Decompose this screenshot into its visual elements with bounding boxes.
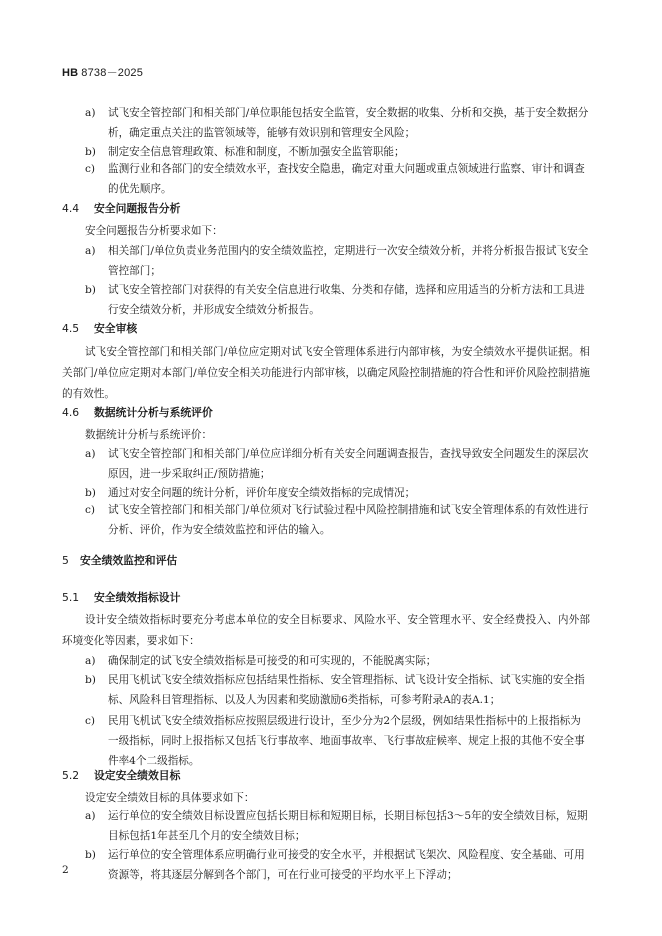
list-label: b) [85,146,96,158]
section-heading-5-1 [62,590,180,605]
section-paragraph: 试飞安全管控部门和相关部门/单位应定期对试飞安全管理体系进行内部审核，为安全绩效水平提供证据。相关部门/单位应定期对本部门/单位安全相关功能进行内部审核，以确定风险控制措施的符合性和评价风险控制措施的有效性。 [62,346,590,400]
list-label: a) [85,810,96,822]
page-number: 2 [62,864,69,876]
list-text: 通过对安全问题的统计分析，评价年度安全绩效指标的完成情况； [108,487,416,499]
list-text: 民用飞机试飞安全绩效指标应包括结果性指标、安全管理指标、试飞设计安全指标、试飞实施的安全指标、风险科目管理指标、以及人为因素和奖励激励6类指标，可参考附录A的表A.1； [108,674,585,706]
list-label: a) [85,107,96,119]
section-number: 4.6 [62,406,80,419]
section-heading-4-6 [62,405,213,420]
section-title: 安全审核 [94,322,138,335]
list-text: 试飞安全管控部门对获得的有关安全信息进行收集、分类和存储，选择和应用适当的分析方法和工具进行安全绩效分析，并形成安全绩效分析报告。 [108,284,585,316]
list-text: 相关部门/单位负责业务范围内的安全绩效监控，定期进行一次安全绩效分析，并将分析报告报试飞安全管控部门； [108,245,589,277]
section-title: 安全绩效指标设计 [94,591,181,604]
section-number: 4.5 [62,322,80,335]
section-heading-4-4 [62,201,180,216]
section-title: 安全绩效监控和评估 [80,554,178,567]
section-title: 安全问题报告分析 [94,202,181,215]
section-heading-5-2 [62,768,180,783]
list-label: a) [85,655,96,667]
section-number: 5 [62,554,69,567]
list-label: c) [85,715,96,727]
standard-number: 8738－2025 [81,67,144,79]
list-label: b) [85,849,96,861]
list-text: 制定安全信息管理政策、标准和制度，不断加强安全监管职能； [108,146,405,158]
list-text: 试飞安全管控部门和相关部门/单位须对飞行试验过程中风险控制措施和试飞安全管理体系的有效性进行分析、评价，作为安全绩效监控和评估的输入。 [108,504,589,536]
list-label: b) [85,284,96,296]
list-text: 民用飞机试飞安全绩效指标应按照层级进行设计，至少分为2个层级，例如结果性指标中的上报指标为一级指标，同时上报指标又包括飞行事故率、地面事故率、飞行事故症候率、规定上报的其他不安全事件率4个二级指标。 [108,715,585,767]
document-header [62,64,143,80]
list-label: a) [85,245,96,257]
list-text: 运行单位的安全管理体系应明确行业可接受的安全水平，并根据试飞架次、风险程度、安全基础、可用资源等，将其逐层分解到各个部门，可在行业可接受的平均水平上下浮动； [108,849,585,881]
chapter-heading-5 [62,553,177,568]
section-number: 5.1 [62,591,80,604]
section-paragraph: 设计安全绩效指标时要充分考虑本单位的安全目标要求、风险水平、安全管理水平、安全经费投入、内外部环境变化等因素，要求如下： [62,614,590,647]
list-text: 确保制定的试飞安全绩效指标是可接受的和可实现的，不能脱离实际； [108,655,437,667]
section-intro: 数据统计分析与系统评价： [85,429,213,441]
list-text: 试飞安全管控部门和相关部门/单位职能包括安全监管，安全数据的收集、分析和交换，基于安全数据分析，确定重点关注的监管领域等，能够有效识别和管理安全风险； [108,107,589,139]
list-label: b) [85,487,96,499]
list-text: 试飞安全管控部门和相关部门/单位应详细分析有关安全问题调查报告，查找导致安全问题发生的深层次原因，进一步采取纠正/预防措施； [108,448,589,480]
list-text: 运行单位的安全绩效目标设置应包括长期目标和短期目标，长期目标包括3～5年的安全绩效目标，短期目标包括1年甚至几个月的安全绩效目标； [108,810,588,842]
section-number: 4.4 [62,202,80,215]
section-heading-4-5 [62,321,137,336]
list-label: c) [85,504,96,516]
list-label: c) [85,163,96,175]
standard-prefix: HB [62,67,79,79]
list-label: b) [85,674,96,686]
section-intro: 设定安全绩效目标的具体要求如下： [85,792,255,804]
list-item [85,103,590,143]
list-text: 监测行业和各部门的安全绩效水平，查找安全隐患，确定对重大问题或重点领域进行监察、审计和调查的优先顺序。 [108,163,585,195]
section-title: 设定安全绩效目标 [94,769,181,782]
section-intro: 安全问题报告分析要求如下： [85,225,223,237]
section-number: 5.2 [62,769,80,782]
list-label: a) [85,448,96,460]
section-title: 数据统计分析与系统评价 [94,406,213,419]
